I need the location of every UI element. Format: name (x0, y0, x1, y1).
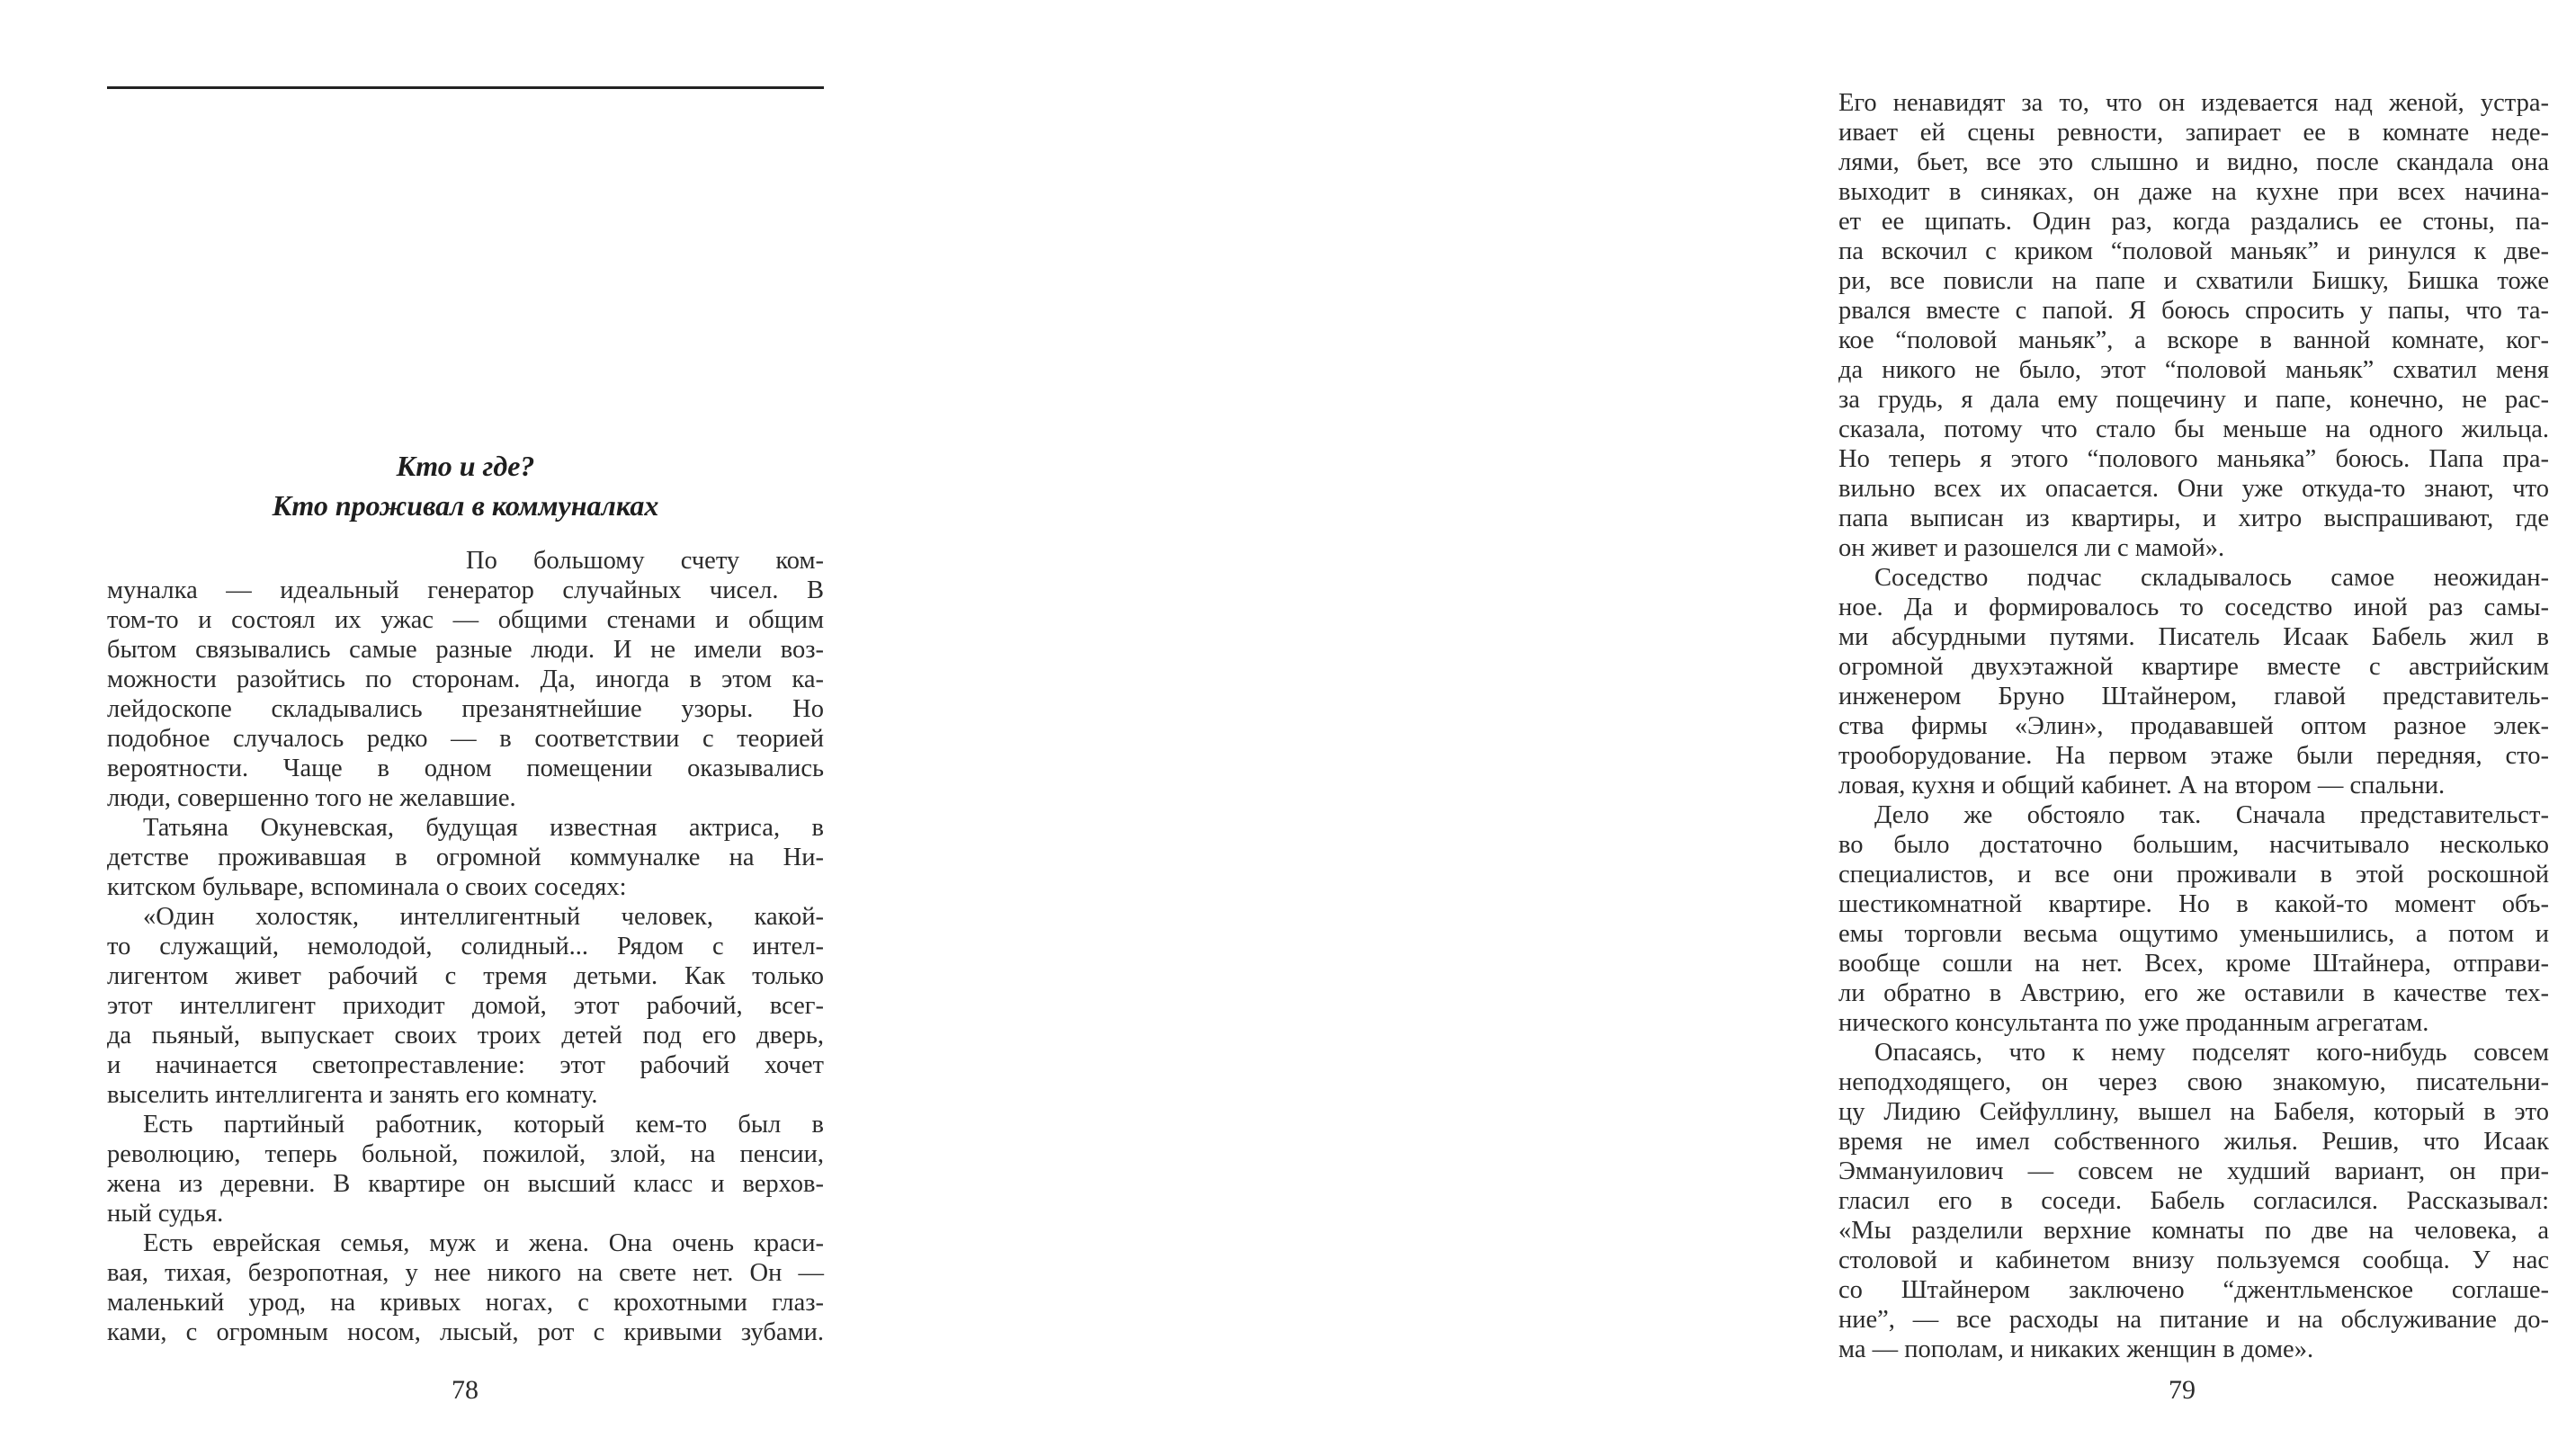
right-page (882, 0, 2549, 1456)
text-line: ма — пополам, и никаких женщин в доме». (1838, 1335, 2314, 1363)
text-line: люди, совершенно того не желавшие. (107, 784, 516, 812)
text-line: ства фирмы «Элин», продававшей оптом разное элек- (1838, 712, 2549, 740)
text-line: жена из деревни. В квартире он высший класс и верхов- (107, 1170, 824, 1198)
text-line: Опасаясь, что к нему подселят кого-нибудь совсем (1874, 1039, 2549, 1067)
text-line: за грудь, я дала ему пощечину и папе, конечно, не рас- (1838, 386, 2549, 414)
heading-line: Кто проживал в коммуналках (272, 489, 659, 522)
text-line: ивает ей сцены ревности, запирает ее в комнате неде- (1838, 119, 2549, 147)
text-line: ри, все повисли на папе и схватили Бишку, Бишка тоже (1838, 267, 2549, 295)
text-line: инженером Бруно Штайнером, главой представитель- (1838, 683, 2549, 710)
text-line: вильно всех их опасается. Они уже откуда-то знают, что (1838, 475, 2549, 503)
text-line: том-то и состоял их ужас — общими стенами и общим (107, 606, 824, 634)
text-line: Татьяна Окуневская, будущая известная актриса, в (143, 814, 824, 842)
text-line: Эммануилович — совсем не худший вариант, он при- (1838, 1157, 2549, 1185)
text-line: то служащий, немолодой, солидный... Рядом с интел- (107, 933, 824, 960)
text-line: сказала, потому что стало бы меньше на одного жильца. (1838, 415, 2549, 443)
left-body-text (107, 546, 824, 1347)
page-number: 79 (2169, 1375, 2196, 1405)
text-line: столовой и кабинетом внизу пользуемся сообща. У нас (1838, 1246, 2549, 1274)
text-line: муналка — идеальный генератор случайных чисел. В (107, 576, 824, 604)
text-line: неподходящего, он через свою знакомую, писательни- (1838, 1068, 2549, 1096)
text-line: этот интеллигент приходит домой, этот рабочий, всег- (107, 992, 824, 1020)
text-line: гласил его в соседи. Бабель согласился. Рассказывал: (1838, 1187, 2549, 1215)
text-line: маленький урод, на кривых ногах, с крохотными глаз- (107, 1289, 824, 1317)
text-line: Есть еврейская семья, муж и жена. Она очень краси- (143, 1229, 824, 1257)
text-line: выселить интеллигента и занять его комнату. (107, 1081, 598, 1109)
text-line: па вскочил с криком “половой маньяк” и ринулся к две- (1838, 237, 2549, 265)
text-line: бытом связывались самые разные люди. И не имели воз- (107, 636, 824, 664)
text-line: По большому счету ком- (466, 547, 824, 575)
heading-line: Кто и где? (396, 450, 535, 482)
text-line: огромной двухэтажной квартире вместе с австрийским (1838, 653, 2549, 681)
text-line: Дело же обстояло так. Сначала представительст- (1874, 801, 2549, 829)
text-line: Есть партийный работник, который кем-то был в (143, 1111, 824, 1139)
text-line: рвался вместе с папой. Я боюсь спросить у папы, что та- (1838, 297, 2549, 325)
text-line: китском бульваре, вспоминала о своих соседях: (107, 873, 627, 901)
header-rule (107, 86, 824, 89)
text-line: выходит в синяках, он даже на кухне при всех начина- (1838, 178, 2549, 206)
text-line: лигентом живет рабочий с тремя детьми. Как только (107, 962, 824, 990)
page-number: 78 (452, 1375, 478, 1405)
text-line: вероятности. Чаще в одном помещении оказывались (107, 755, 824, 782)
text-line: кое “половой маньяк”, а вскоре в ванной комнате, ког- (1838, 326, 2549, 354)
text-line: время не имел собственного жилья. Решив, что Исаак (1838, 1128, 2549, 1156)
text-line: ми абсурдными путями. Писатель Исаак Бабель жил в (1838, 623, 2549, 651)
text-line: ет ее щипать. Один раз, когда раздались ее стоны, па- (1838, 208, 2549, 236)
left-page (0, 0, 882, 1456)
text-line: и начинается светопреставление: этот рабочий хочет (107, 1051, 824, 1079)
text-line: Но теперь я этого “полового маньяка” боюсь. Папа пра- (1838, 445, 2549, 473)
text-line: ный судья. (107, 1200, 224, 1228)
text-line: шестикомнатной квартире. Но в какой-то момент объ- (1838, 890, 2549, 918)
text-line: ние”, — все расходы на питание и на обслуживание до- (1838, 1306, 2549, 1334)
text-line: «Один холостяк, интеллигентный человек, какой- (143, 903, 824, 931)
text-line: ловая, кухня и общий кабинет. А на втором — спальни. (1838, 772, 2446, 799)
text-line: да пьяный, выпускает своих троих детей под его дверь, (107, 1022, 824, 1050)
text-line: цу Лидию Сейфуллину, вышел на Бабеля, который в это (1838, 1098, 2549, 1126)
text-line: Его ненавидят за то, что он издевается над женой, устра- (1838, 89, 2549, 117)
text-line: трооборудование. На первом этаже были передняя, сто- (1838, 742, 2549, 770)
text-line: папа выписан из квартиры, и хитро выспрашивают, где (1838, 505, 2549, 532)
text-line: Соседство подчас складывалось самое неожидан- (1874, 564, 2549, 592)
text-line: нического консультанта по уже проданным агрегатам. (1838, 1009, 2429, 1037)
text-line: да никого не было, этот “половой маньяк” схватил меня (1838, 356, 2549, 384)
text-line: можности разойтись по сторонам. Да, иногда в этом ка- (107, 665, 824, 693)
text-line: вообще сошли на нет. Всех, кроме Штайнера, отправи- (1838, 950, 2549, 978)
text-line: подобное случалось редко — в соответствии с теорией (107, 725, 824, 753)
text-line: ками, с огромным носом, лысый, рот с кривыми зубами. (107, 1318, 824, 1346)
text-line: лейдоскопе складывались презанятнейшие узоры. Но (107, 695, 824, 723)
text-line: «Мы разделили верхние комнаты по две на человека, а (1838, 1217, 2549, 1245)
text-line: вая, тихая, безропотная, у нее никого на свете нет. Он — (107, 1259, 824, 1287)
right-body-text (1838, 88, 2549, 1364)
text-line: он живет и разошелся ли с мамой». (1838, 534, 2225, 562)
text-line: лями, бьет, все это слышно и видно, после скандала она (1838, 148, 2549, 176)
text-line: во было достаточно большим, насчитывало несколько (1838, 831, 2549, 859)
text-line: со Штайнером заключено “джентльменское соглаше- (1838, 1276, 2549, 1304)
text-line: емы торговли весьма ощутимо уменьшились, а потом и (1838, 920, 2549, 948)
text-line: детстве проживавшая в огромной коммуналке на Ни- (107, 844, 824, 871)
text-line: ли обратно в Австрию, его же оставили в качестве тех- (1838, 979, 2549, 1007)
text-line: специалистов, и все они проживали в этой роскошной (1838, 861, 2549, 889)
chapter-heading (107, 446, 824, 525)
text-line: революцию, теперь больной, пожилой, злой, на пенсии, (107, 1140, 824, 1168)
text-line: ное. Да и формировалось то соседство иной раз самы- (1838, 594, 2549, 621)
